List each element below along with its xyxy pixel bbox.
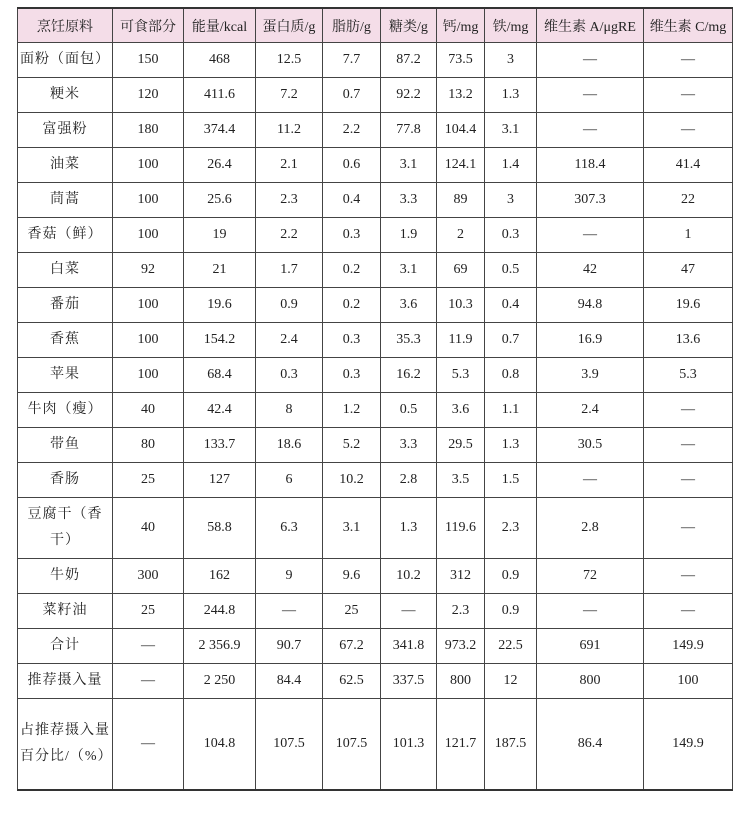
value-cell: 0.9	[485, 594, 537, 629]
value-cell: 127	[184, 463, 256, 498]
value-cell: 973.2	[437, 629, 485, 664]
value-cell: 8	[256, 393, 323, 428]
value-cell: —	[537, 113, 644, 148]
value-cell: 19.6	[644, 288, 733, 323]
table-row	[18, 148, 733, 183]
value-cell: 3.1	[485, 113, 537, 148]
value-cell: 3.1	[381, 148, 437, 183]
value-cell: 800	[537, 664, 644, 699]
value-cell: 0.4	[323, 183, 381, 218]
value-cell: 691	[537, 629, 644, 664]
value-cell: 3.1	[323, 498, 381, 559]
value-cell: 84.4	[256, 664, 323, 699]
value-cell: 0.6	[323, 148, 381, 183]
value-cell: 2.1	[256, 148, 323, 183]
table-row	[18, 323, 733, 358]
value-cell: 244.8	[184, 594, 256, 629]
value-cell: 800	[437, 664, 485, 699]
ingredient-name-cell: 香肠	[18, 463, 113, 498]
value-cell: 100	[113, 218, 184, 253]
value-cell: 11.9	[437, 323, 485, 358]
value-cell: 124.1	[437, 148, 485, 183]
value-cell: 73.5	[437, 43, 485, 78]
value-cell: —	[113, 629, 184, 664]
column-header: 蛋白质/g	[256, 8, 323, 43]
value-cell: —	[537, 594, 644, 629]
table-row	[18, 393, 733, 428]
value-cell: 22	[644, 183, 733, 218]
value-cell: 67.2	[323, 629, 381, 664]
value-cell: 1.9	[381, 218, 437, 253]
value-cell: 2.3	[437, 594, 485, 629]
value-cell: 19.6	[184, 288, 256, 323]
value-cell: 374.4	[184, 113, 256, 148]
column-header: 铁/mg	[485, 8, 537, 43]
value-cell: 10.2	[323, 463, 381, 498]
value-cell: 2.3	[256, 183, 323, 218]
table-row	[18, 463, 733, 498]
value-cell: 16.9	[537, 323, 644, 358]
value-cell: —	[256, 594, 323, 629]
value-cell: 22.5	[485, 629, 537, 664]
value-cell: 3.1	[381, 253, 437, 288]
column-header: 可食部分	[113, 8, 184, 43]
value-cell: 18.6	[256, 428, 323, 463]
value-cell: 13.6	[644, 323, 733, 358]
value-cell: 3	[485, 183, 537, 218]
value-cell: 150	[113, 43, 184, 78]
value-cell: 92	[113, 253, 184, 288]
value-cell: 25	[113, 594, 184, 629]
value-cell: 40	[113, 498, 184, 559]
value-cell: 1.2	[323, 393, 381, 428]
value-cell: 180	[113, 113, 184, 148]
value-cell: 5.2	[323, 428, 381, 463]
ingredient-name-cell: 香蕉	[18, 323, 113, 358]
value-cell: 0.3	[256, 358, 323, 393]
value-cell: 10.2	[381, 559, 437, 594]
value-cell: —	[537, 463, 644, 498]
value-cell: 87.2	[381, 43, 437, 78]
table-row	[18, 183, 733, 218]
value-cell: 0.9	[256, 288, 323, 323]
ingredient-name-cell: 推荐摄入量	[18, 664, 113, 699]
value-cell: 300	[113, 559, 184, 594]
value-cell: —	[644, 498, 733, 559]
ingredient-name-cell: 带鱼	[18, 428, 113, 463]
table-row	[18, 218, 733, 253]
value-cell: 154.2	[184, 323, 256, 358]
value-cell: 2 356.9	[184, 629, 256, 664]
value-cell: 0.3	[323, 323, 381, 358]
ingredient-name-cell: 苹果	[18, 358, 113, 393]
value-cell: 92.2	[381, 78, 437, 113]
value-cell: 0.3	[323, 358, 381, 393]
value-cell: 58.8	[184, 498, 256, 559]
value-cell: 100	[113, 323, 184, 358]
value-cell: 0.7	[323, 78, 381, 113]
value-cell: 101.3	[381, 699, 437, 791]
value-cell: 68.4	[184, 358, 256, 393]
value-cell: —	[644, 113, 733, 148]
column-header: 脂肪/g	[323, 8, 381, 43]
column-header: 维生素 A/μgRE	[537, 8, 644, 43]
value-cell: 3.5	[437, 463, 485, 498]
value-cell: 3.3	[381, 183, 437, 218]
table-row	[18, 498, 733, 559]
value-cell: 21	[184, 253, 256, 288]
value-cell: 411.6	[184, 78, 256, 113]
ingredient-name-cell: 白菜	[18, 253, 113, 288]
value-cell: 1	[644, 218, 733, 253]
value-cell: 30.5	[537, 428, 644, 463]
value-cell: 468	[184, 43, 256, 78]
table-row	[18, 358, 733, 393]
ingredient-name-cell: 番茄	[18, 288, 113, 323]
ingredient-name-cell: 面粉（面包）	[18, 43, 113, 78]
table-row	[18, 699, 733, 791]
value-cell: —	[644, 559, 733, 594]
value-cell: 47	[644, 253, 733, 288]
value-cell: 1.7	[256, 253, 323, 288]
value-cell: 149.9	[644, 629, 733, 664]
ingredient-name-cell: 牛奶	[18, 559, 113, 594]
value-cell: 26.4	[184, 148, 256, 183]
value-cell: 3.6	[381, 288, 437, 323]
value-cell: 25.6	[184, 183, 256, 218]
value-cell: —	[644, 43, 733, 78]
column-header: 钙/mg	[437, 8, 485, 43]
table-body	[18, 43, 733, 791]
value-cell: 307.3	[537, 183, 644, 218]
table-row	[18, 559, 733, 594]
header-row	[18, 8, 733, 43]
value-cell: —	[537, 43, 644, 78]
value-cell: 0.2	[323, 253, 381, 288]
value-cell: 90.7	[256, 629, 323, 664]
value-cell: 94.8	[537, 288, 644, 323]
value-cell: 7.2	[256, 78, 323, 113]
value-cell: 62.5	[323, 664, 381, 699]
value-cell: 2.3	[485, 498, 537, 559]
table-row	[18, 664, 733, 699]
value-cell: 149.9	[644, 699, 733, 791]
value-cell: 72	[537, 559, 644, 594]
column-header: 烹饪原料	[18, 8, 113, 43]
value-cell: 100	[644, 664, 733, 699]
value-cell: 3	[485, 43, 537, 78]
ingredient-name-cell: 牛肉（瘦）	[18, 393, 113, 428]
value-cell: 0.5	[485, 253, 537, 288]
value-cell: 133.7	[184, 428, 256, 463]
value-cell: 1.3	[485, 78, 537, 113]
table-row	[18, 629, 733, 664]
value-cell: 11.2	[256, 113, 323, 148]
ingredient-name-cell: 菜籽油	[18, 594, 113, 629]
value-cell: 25	[113, 463, 184, 498]
table-header	[18, 8, 733, 43]
value-cell: 9.6	[323, 559, 381, 594]
table-row	[18, 594, 733, 629]
value-cell: 187.5	[485, 699, 537, 791]
value-cell: 42	[537, 253, 644, 288]
value-cell: 13.2	[437, 78, 485, 113]
value-cell: 25	[323, 594, 381, 629]
value-cell: 3.9	[537, 358, 644, 393]
nutrition-table	[17, 7, 733, 791]
ingredient-name-cell: 香菇（鲜）	[18, 218, 113, 253]
value-cell: 5.3	[644, 358, 733, 393]
column-header: 能量/kcal	[184, 8, 256, 43]
value-cell: 1.5	[485, 463, 537, 498]
value-cell: 0.9	[485, 559, 537, 594]
ingredient-name-cell: 茼蒿	[18, 183, 113, 218]
value-cell: 118.4	[537, 148, 644, 183]
value-cell: 89	[437, 183, 485, 218]
value-cell: 0.2	[323, 288, 381, 323]
value-cell: —	[113, 664, 184, 699]
value-cell: 2	[437, 218, 485, 253]
value-cell: 9	[256, 559, 323, 594]
value-cell: 41.4	[644, 148, 733, 183]
value-cell: 341.8	[381, 629, 437, 664]
value-cell: 42.4	[184, 393, 256, 428]
value-cell: 0.8	[485, 358, 537, 393]
value-cell: 40	[113, 393, 184, 428]
value-cell: —	[537, 218, 644, 253]
value-cell: 19	[184, 218, 256, 253]
ingredient-name-cell: 豆腐干（香干）	[18, 498, 113, 559]
value-cell: 100	[113, 288, 184, 323]
value-cell: 2.4	[256, 323, 323, 358]
table-row	[18, 113, 733, 148]
value-cell: 104.8	[184, 699, 256, 791]
value-cell: —	[644, 393, 733, 428]
value-cell: 12.5	[256, 43, 323, 78]
value-cell: 162	[184, 559, 256, 594]
value-cell: 100	[113, 148, 184, 183]
value-cell: 0.5	[381, 393, 437, 428]
column-header: 糖类/g	[381, 8, 437, 43]
value-cell: 1.1	[485, 393, 537, 428]
value-cell: 16.2	[381, 358, 437, 393]
value-cell: —	[644, 428, 733, 463]
value-cell: —	[113, 699, 184, 791]
value-cell: —	[644, 594, 733, 629]
value-cell: 337.5	[381, 664, 437, 699]
value-cell: 12	[485, 664, 537, 699]
ingredient-name-cell: 占推荐摄入量百分比/（%）	[18, 699, 113, 791]
column-header: 维生素 C/mg	[644, 8, 733, 43]
value-cell: 6.3	[256, 498, 323, 559]
table-row	[18, 288, 733, 323]
nutrition-table-container	[17, 7, 732, 791]
value-cell: 1.4	[485, 148, 537, 183]
value-cell: 2.2	[256, 218, 323, 253]
value-cell: 0.3	[323, 218, 381, 253]
value-cell: —	[537, 78, 644, 113]
value-cell: 2 250	[184, 664, 256, 699]
value-cell: 7.7	[323, 43, 381, 78]
value-cell: 2.8	[537, 498, 644, 559]
value-cell: 35.3	[381, 323, 437, 358]
value-cell: 107.5	[256, 699, 323, 791]
value-cell: 6	[256, 463, 323, 498]
value-cell: 86.4	[537, 699, 644, 791]
value-cell: 2.2	[323, 113, 381, 148]
ingredient-name-cell: 合计	[18, 629, 113, 664]
value-cell: 312	[437, 559, 485, 594]
value-cell: 0.7	[485, 323, 537, 358]
value-cell: 100	[113, 183, 184, 218]
value-cell: 69	[437, 253, 485, 288]
value-cell: 120	[113, 78, 184, 113]
value-cell: 1.3	[485, 428, 537, 463]
value-cell: 121.7	[437, 699, 485, 791]
value-cell: 104.4	[437, 113, 485, 148]
value-cell: 10.3	[437, 288, 485, 323]
value-cell: 77.8	[381, 113, 437, 148]
ingredient-name-cell: 粳米	[18, 78, 113, 113]
value-cell: 3.3	[381, 428, 437, 463]
value-cell: 80	[113, 428, 184, 463]
value-cell: 5.3	[437, 358, 485, 393]
value-cell: 100	[113, 358, 184, 393]
value-cell: 107.5	[323, 699, 381, 791]
value-cell: —	[381, 594, 437, 629]
value-cell: 0.4	[485, 288, 537, 323]
ingredient-name-cell: 油菜	[18, 148, 113, 183]
value-cell: 2.4	[537, 393, 644, 428]
value-cell: 119.6	[437, 498, 485, 559]
ingredient-name-cell: 富强粉	[18, 113, 113, 148]
value-cell: 1.3	[381, 498, 437, 559]
value-cell: 29.5	[437, 428, 485, 463]
table-row	[18, 253, 733, 288]
value-cell: 3.6	[437, 393, 485, 428]
table-row	[18, 43, 733, 78]
value-cell: 0.3	[485, 218, 537, 253]
value-cell: —	[644, 78, 733, 113]
value-cell: 2.8	[381, 463, 437, 498]
table-row	[18, 428, 733, 463]
table-row	[18, 78, 733, 113]
value-cell: —	[644, 463, 733, 498]
